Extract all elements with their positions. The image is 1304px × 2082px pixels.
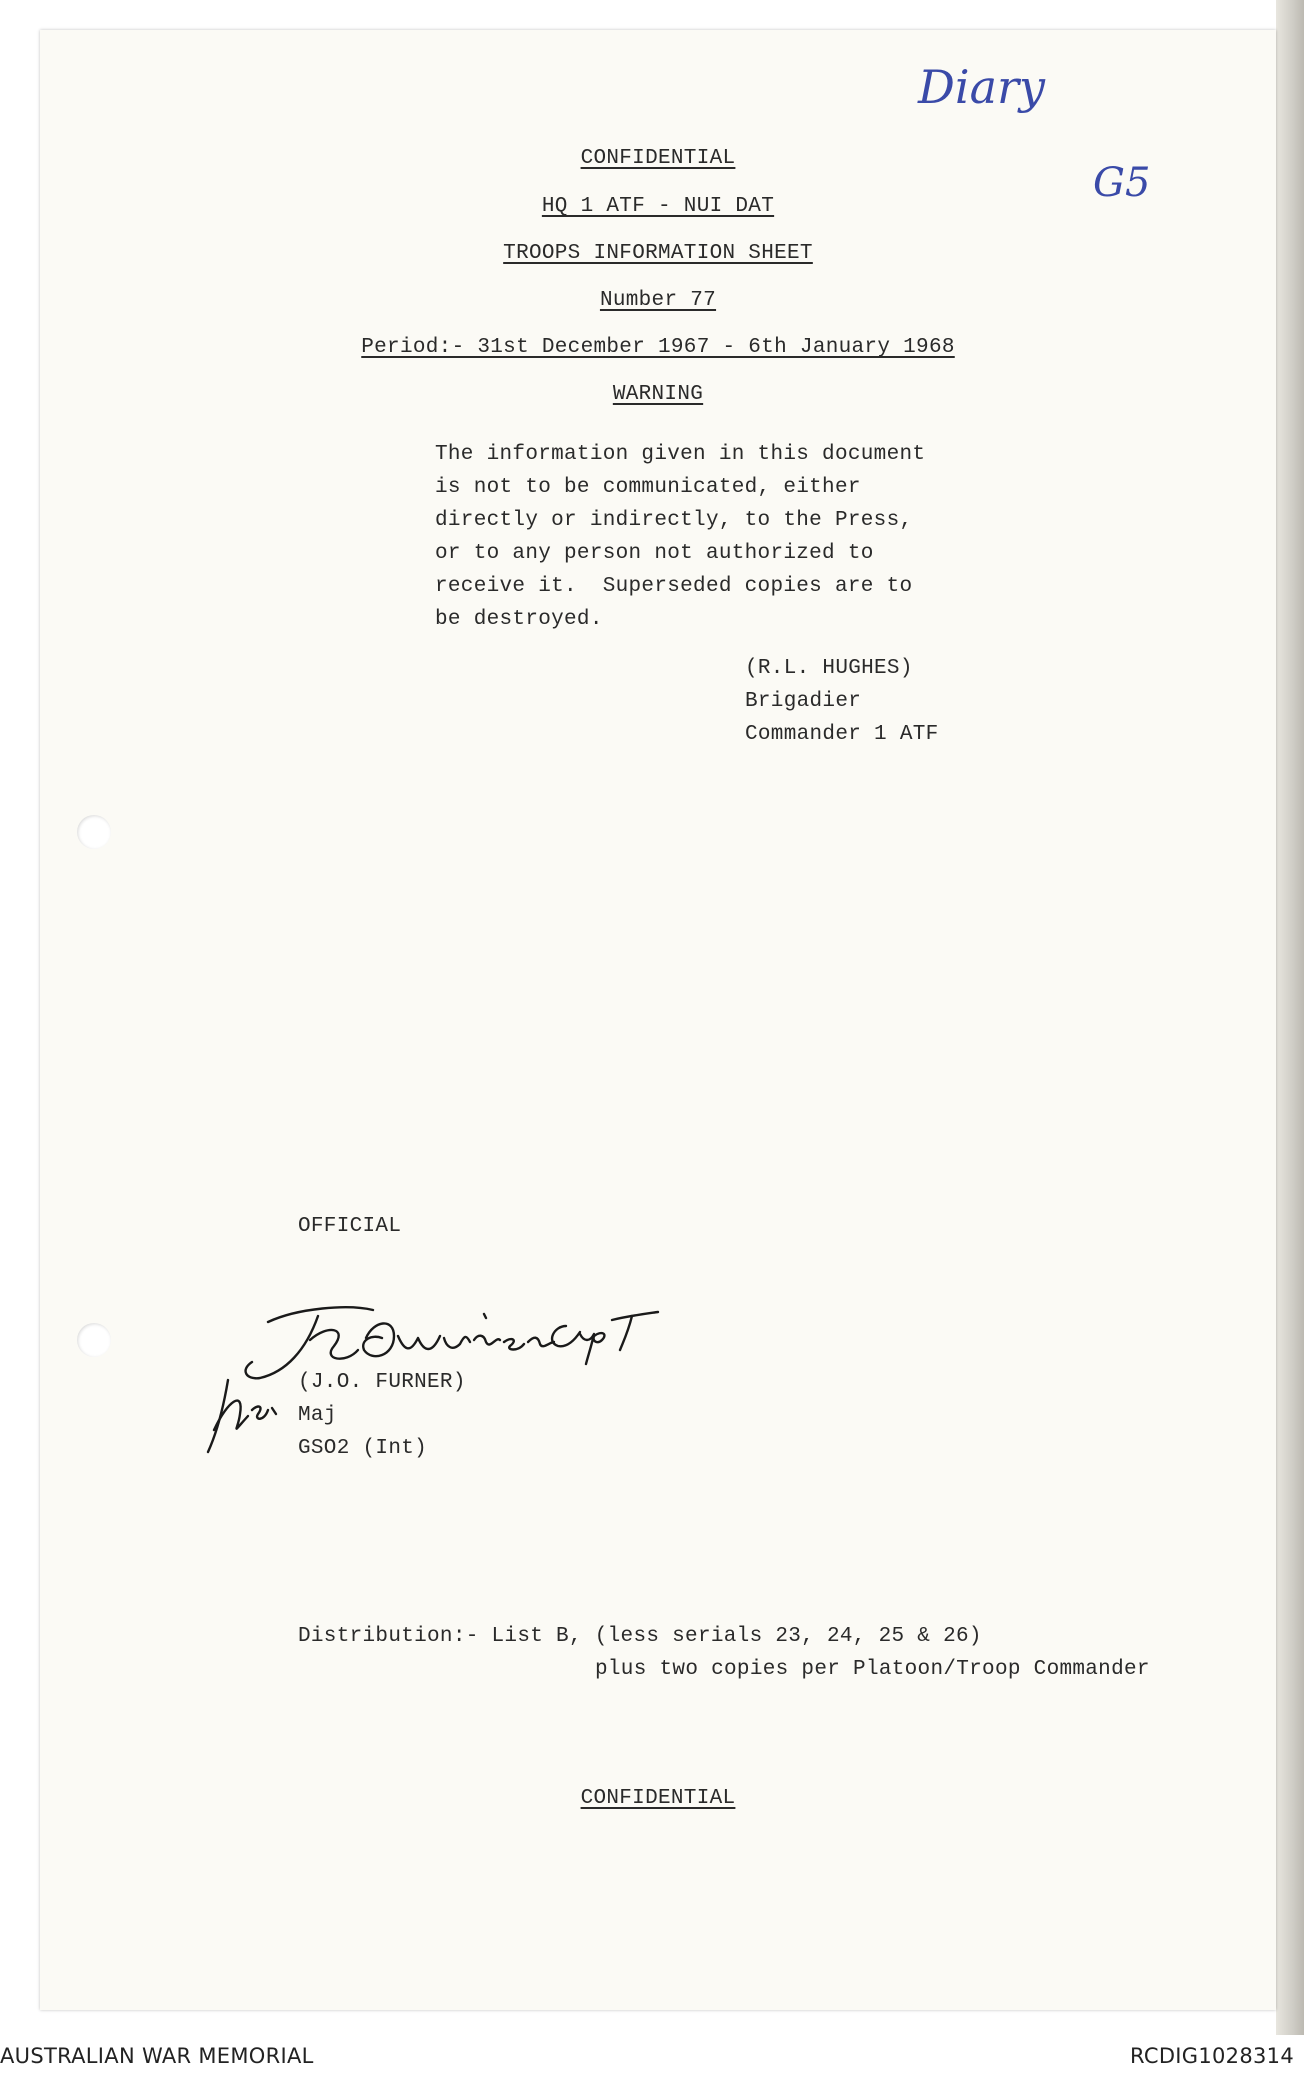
commander-rank: Brigadier <box>745 690 862 713</box>
distribution-line-2: plus two copies per Platoon/Troop Commander <box>595 1658 1150 1681</box>
archive-reference: RCDIG1028314 <box>1130 2044 1294 2068</box>
document-title: TROOPS INFORMATION SHEET <box>503 242 813 265</box>
official-rank: Maj <box>298 1404 337 1427</box>
punch-hole-bottom <box>77 1323 111 1357</box>
archive-label: AUSTRALIAN WAR MEMORIAL <box>0 2044 314 2068</box>
period-line: Period:- 31st December 1967 - 6th January 1968 <box>361 336 955 359</box>
warning-line: be destroyed. <box>435 608 603 631</box>
classification-footer: CONFIDENTIAL <box>580 1787 736 1810</box>
sheet-number: Number 77 <box>599 289 717 312</box>
warning-line: directly or indirectly, to the Press, <box>435 509 913 532</box>
distribution-line-1: Distribution:- List B, (less serials 23, 24, 25 & 26) <box>298 1625 982 1648</box>
punch-hole-top <box>77 815 111 849</box>
warning-line: is not to be communicated, either <box>435 476 861 499</box>
warning-heading: WARNING <box>612 383 704 406</box>
commander-name: (R.L. HUGHES) <box>745 657 913 680</box>
unit-heading: HQ 1 ATF - NUI DAT <box>541 195 775 218</box>
official-title: GSO2 (Int) <box>298 1437 428 1460</box>
classification-header: CONFIDENTIAL <box>580 147 736 170</box>
official-name: (J.O. FURNER) <box>298 1371 466 1394</box>
warning-line: The information given in this document <box>435 443 926 466</box>
document-page <box>40 30 1276 2010</box>
commander-title: Commander 1 ATF <box>745 723 939 746</box>
handwritten-code-note: G5 <box>1093 160 1151 206</box>
warning-line: receive it. Superseded copies are to <box>435 575 913 598</box>
warning-line: or to any person not authorized to <box>435 542 874 565</box>
page-edge <box>1276 0 1304 2035</box>
official-label: OFFICIAL <box>298 1215 402 1238</box>
handwritten-diary-note: Diary <box>918 60 1045 114</box>
